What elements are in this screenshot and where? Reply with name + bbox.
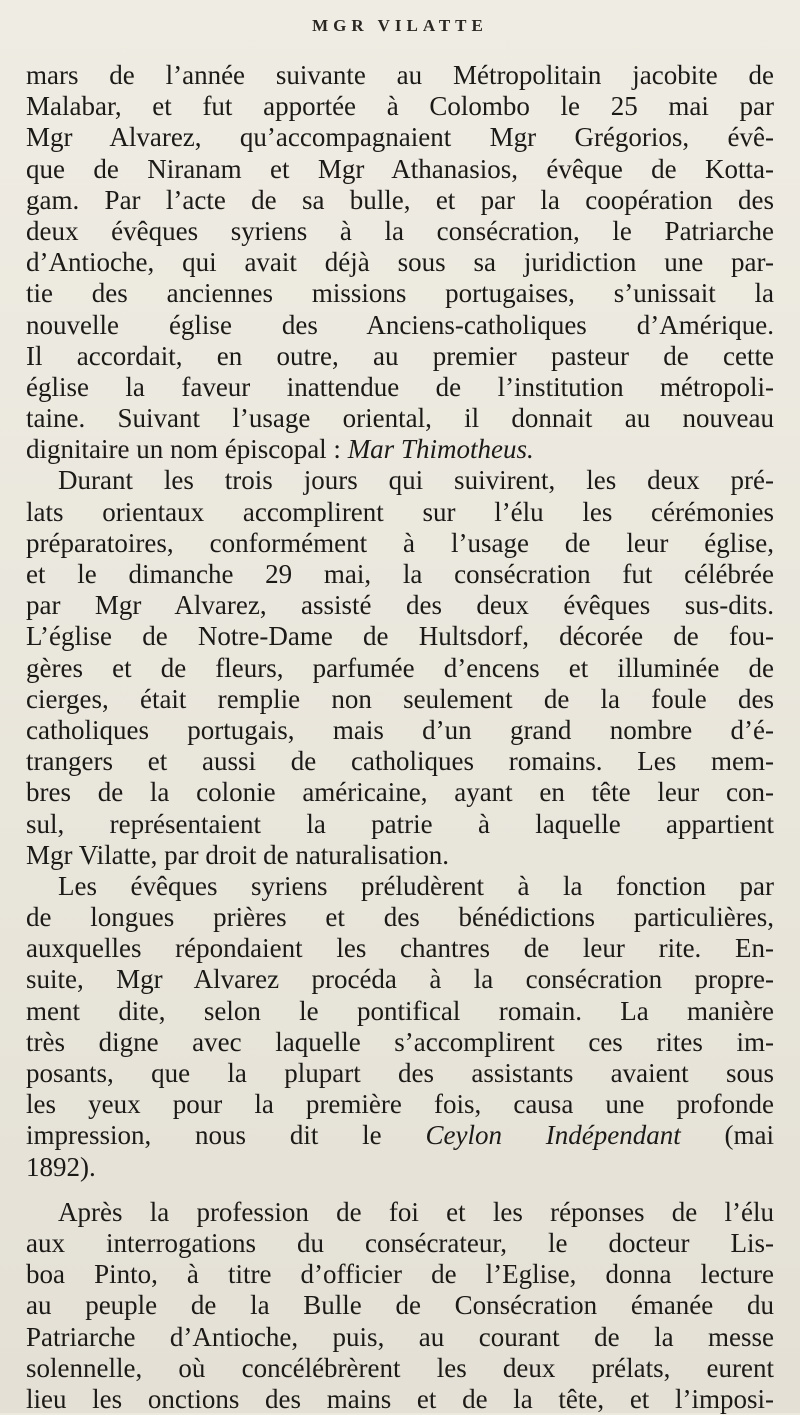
text-line: boa Pinto, à titre d’officier de l’Eglise, donna lecture — [26, 1259, 774, 1290]
text-line: nouvelle église des Anciens-catholiques d’Amérique. — [26, 309, 774, 340]
text-line: Mgr Alvarez, qu’accompagnaient Mgr Grégorios, évê- — [26, 122, 774, 153]
text-segment: dignitaire un nom épiscopal : — [26, 434, 341, 465]
running-head: MGR VILATTE — [312, 16, 488, 35]
text-line: gam. Par l’acte de sa bulle, et par la coopération des — [26, 184, 774, 215]
paragraph-3 — [26, 871, 774, 1183]
text-line: 1892). — [26, 1151, 96, 1182]
text-line: deux évêques syriens à la consécration, le Patriarche — [26, 215, 774, 246]
text-line: Les évêques syriens préludèrent à la fonction par — [58, 870, 774, 901]
text-line: lats orientaux accomplirent sur l’élu les cérémonies — [26, 496, 774, 527]
text-line: L’église de Notre-Dame de Hultsdorf, décorée de fou- — [26, 621, 774, 652]
text-line: cierges, était remplie non seulement de la foule des — [26, 683, 774, 714]
text-line: de longues prières et des bénédictions particulières, — [26, 902, 774, 933]
text-line: Il accordait, en outre, au premier pasteur de cette — [26, 340, 774, 371]
paragraph-gap — [26, 1183, 774, 1197]
newspaper-title: Ceylon Indépendant — [425, 1120, 681, 1151]
text-line: Durant les trois jours qui suivirent, les deux pré- — [58, 465, 774, 496]
text-line: que de Niranam et Mgr Athanasios, évêque de Kotta- — [26, 153, 774, 184]
text-line: Après la profession de foi et les réponses de l’élu — [58, 1196, 774, 1227]
text-line: auxquelles répondaient les chantres de leur rite. En- — [26, 933, 774, 964]
text-line: gères et de fleurs, parfumée d’encens et illuminée de — [26, 652, 774, 683]
text-line: et le dimanche 29 mai, la consécration fut célébrée — [26, 559, 774, 589]
text-line: église la faveur inattendue de l’institution métropoli- — [26, 371, 774, 402]
text-line: ment dite, selon le pontifical romain. La manière — [26, 995, 774, 1026]
text-line: au peuple de la Bulle de Consécration émanée du — [26, 1290, 774, 1321]
text-line: par Mgr Alvarez, assisté des deux évêques sus-dits. — [26, 590, 774, 621]
text-line: solennelle, où concélébrèrent les deux prélats, eurent — [26, 1352, 774, 1383]
text-line: trangers et aussi de catholiques romains. Les mem- — [26, 746, 774, 777]
paragraph-4 — [26, 1197, 774, 1415]
text-line: Patriarche d’Antioche, puis, au courant de la messe — [26, 1321, 774, 1352]
text-segment: (mai — [724, 1120, 774, 1151]
text-line: Malabar, et fut apportée à Colombo le 25 mai par — [26, 91, 774, 122]
paragraph-2 — [26, 465, 774, 870]
text-line: mars de l’année suivante au Métropolitain jacobite de — [26, 60, 774, 90]
text-line: préparatoires, conformément à l’usage de leur église, — [26, 527, 774, 558]
text-line: aux interrogations du consécrateur, le docteur Lis- — [26, 1227, 774, 1258]
paragraph-1 — [26, 60, 774, 465]
text-line: sul, représentaient la patrie à laquelle appartient — [26, 808, 774, 839]
body-text — [26, 60, 774, 1415]
text-line — [26, 1120, 774, 1151]
text-line: taine. Suivant l’usage oriental, il donnait au nouveau — [26, 403, 774, 434]
text-line: lieu les onctions des mains et de la tête, et l’imposi- — [26, 1383, 774, 1414]
text-line: posants, que la plupart des assistants avaient sous — [26, 1058, 774, 1088]
text-line: catholiques portugais, mais d’un grand nombre d’é- — [26, 714, 774, 745]
text-line: les yeux pour la première fois, causa une profonde — [26, 1089, 774, 1120]
episcopal-name: Mar Thimotheus. — [347, 434, 534, 465]
text-line: suite, Mgr Alvarez procéda à la consécration propre- — [26, 964, 774, 995]
text-line — [26, 434, 774, 465]
text-line: bres de la colonie américaine, ayant en tête leur con- — [26, 777, 774, 808]
text-line: très digne avec laquelle s’accomplirent ces rites im- — [26, 1026, 774, 1057]
text-line: tie des anciennes missions portugaises, s’unissait la — [26, 278, 774, 309]
text-segment: impression, nous dit le — [26, 1120, 382, 1151]
text-line: d’Antioche, qui avait déjà sous sa juridiction une par- — [26, 247, 774, 278]
text-line: Mgr Vilatte, par droit de naturalisation. — [26, 839, 450, 870]
